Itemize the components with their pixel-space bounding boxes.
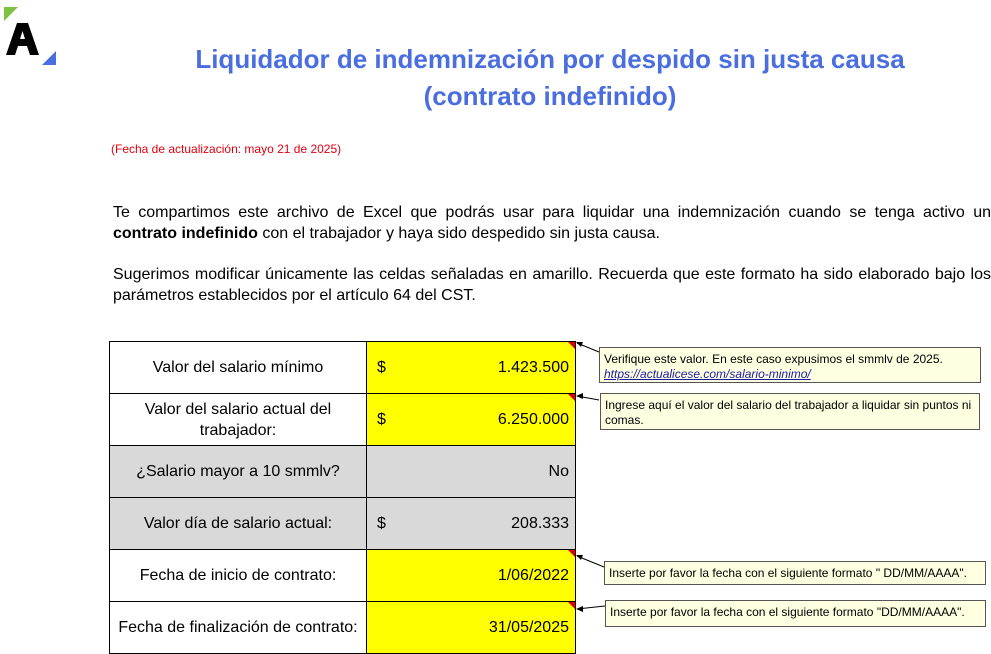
value-end-date: 31/05/2025: [488, 618, 569, 636]
value-minimum-salary: 1.423.500: [497, 358, 569, 376]
label-minimum-salary: Valor del salario mínimo: [110, 342, 367, 394]
intro-paragraph-1: Te compartimos este archivo de Excel que podrás usar para liquidar una indemnización cuando se tenga activo un contrato indefinido con el trabajador y haya sido despedido sin justa causa.: [113, 204, 991, 242]
comment-minimum-salary: [599, 347, 981, 383]
comment-text: Inserte por favor la fecha con el siguiente formato " DD/MM/AAAA".: [609, 566, 968, 580]
intro-paragraph-2: Sugerimos modificar únicamente las celdas señaladas en amarillo. Recuerda que este formato ha sido elaborado bajo los parámetros establecidos por el artículo 64 del CST.: [113, 266, 991, 304]
value-over-10-smmlv: No: [548, 462, 569, 480]
comment-current-salary: [600, 393, 980, 430]
comment-start-date: [604, 561, 986, 585]
comment-text: Inserte por favor la fecha con el siguiente formato "DD/MM/AAAA".: [610, 605, 965, 619]
comment-end-date: [605, 600, 986, 627]
currency-symbol: $: [377, 358, 386, 376]
value-daily-salary: 208.333: [511, 514, 569, 532]
label-start-date: Fecha de inicio de contrato:: [110, 550, 367, 602]
page-subtitle: (contrato indefinido): [423, 81, 677, 111]
label-daily-salary: Valor día de salario actual:: [110, 498, 367, 550]
label-current-salary: Valor del salario actual del trabajador:: [110, 394, 367, 446]
value-start-date: 1/06/2022: [497, 566, 569, 584]
salario-minimo-link[interactable]: https://actualicese.com/salario-minimo/: [604, 367, 811, 381]
currency-symbol: $: [377, 410, 386, 428]
page-title: Liquidador de indemnización por despido sin justa causa: [195, 44, 905, 74]
comment-text: Ingrese aquí el valor del salario del trabajador a liquidar sin puntos ni comas.: [605, 398, 972, 427]
comment-text: Verifique este valor. En este caso expusimos el smmlv de 2025.: [604, 352, 943, 366]
label-over-10-smmlv: ¿Salario mayor a 10 smmlv?: [110, 446, 367, 498]
currency-symbol: $: [377, 514, 386, 532]
update-date: (Fecha de actualización: mayo 21 de 2025): [111, 142, 342, 156]
value-current-salary: 6.250.000: [497, 410, 569, 428]
label-end-date: Fecha de finalización de contrato:: [110, 602, 367, 654]
